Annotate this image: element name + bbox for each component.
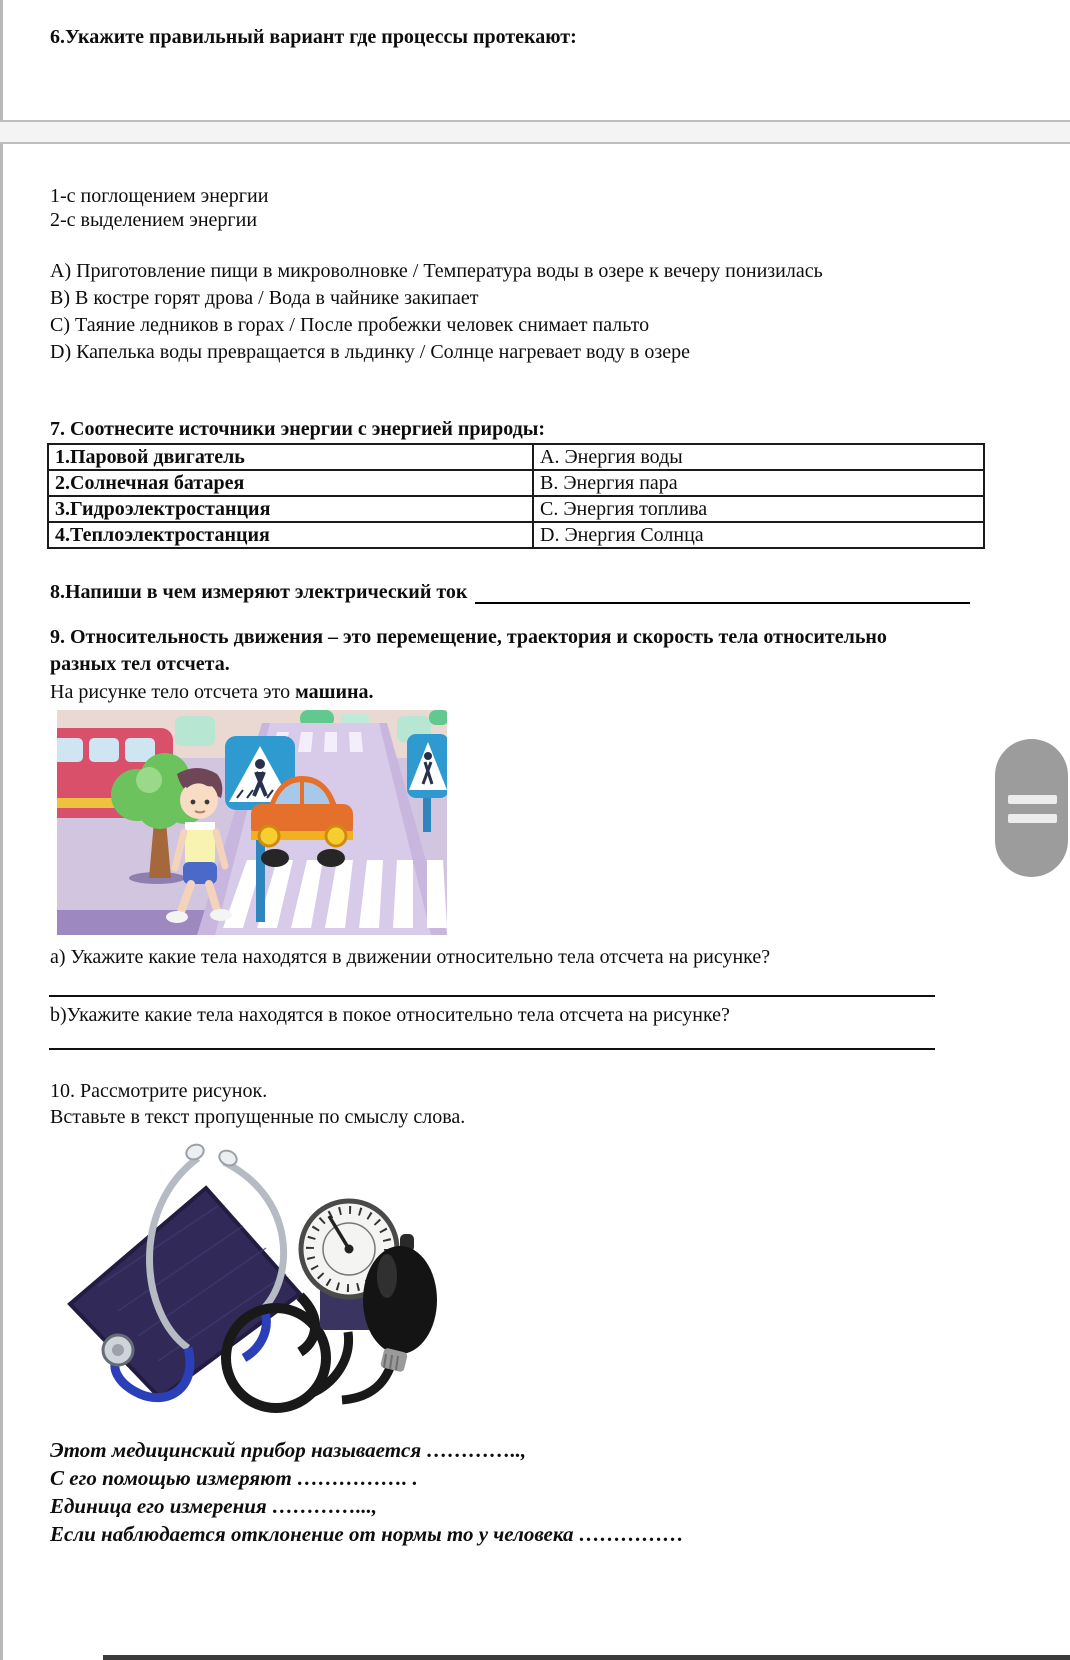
- q7-matching-table: [47, 443, 985, 549]
- table-row: [48, 496, 984, 522]
- page-left-border: [0, 0, 3, 1660]
- page-separator: [0, 120, 1070, 144]
- question-9-line-2: разных тел отсчета.: [50, 653, 230, 675]
- question-9-line-1: 9. Относительность движения – это перемещение, траектория и скорость тела относительно: [50, 626, 887, 648]
- table-cell-energy-a: A. Энергия воды: [533, 444, 984, 470]
- question-9b: b)Укажите какие тела находятся в покое относительно тела отсчета на рисунке?: [50, 1004, 730, 1026]
- table-cell-source-1: 1.Паровой двигатель: [48, 444, 533, 470]
- question-6-heading: 6.Укажите правильный вариант где процессы протекают:: [50, 26, 577, 48]
- crosswalk-illustration: [57, 710, 447, 935]
- bottom-edge-bar: [103, 1655, 1070, 1660]
- q9-reference-body-text: На рисунке тело отсчета это: [50, 681, 296, 703]
- table-cell-source-3: 3.Гидроэлектростанция: [48, 496, 533, 522]
- table-cell-source-2: 2.Солнечная батарея: [48, 470, 533, 496]
- question-8-label: 8.Напиши в чем измеряют электрический ток: [50, 581, 468, 603]
- question-9a: a) Укажите какие тела находятся в движении относительно тела отсчета на рисунке?: [50, 946, 771, 968]
- table-cell-source-4: 4.Теплоэлектростанция: [48, 522, 533, 548]
- q10-fill-in-text: [50, 1436, 684, 1548]
- fill-line-deviation: Если наблюдается отклонение от нормы то у человека ……………: [50, 1522, 684, 1546]
- q8-answer-blank: [475, 580, 970, 604]
- table-cell-energy-b: B. Энергия пара: [533, 470, 984, 496]
- fill-line-device-name: Этот медицинский прибор называется …………..,: [50, 1438, 527, 1462]
- question-8: [50, 580, 970, 604]
- q6-legend: [50, 184, 268, 232]
- q6-option-a: A) Приготовление пищи в микроволновке / Температура воды в озере к вечеру понизилась: [50, 260, 823, 282]
- fill-line-unit: Единица его измерения …………...,: [50, 1494, 377, 1518]
- table-row: [48, 470, 984, 496]
- q6-option-d: D) Капелька воды превращается в льдинку / Солнце нагревает воду в озере: [50, 341, 691, 363]
- q6-option-b: B) В костре горят дрова / Вода в чайнике закипает: [50, 287, 479, 309]
- q9a-answer-line: [49, 995, 935, 997]
- question-10-line-1: 10. Рассмотрите рисунок.: [50, 1080, 268, 1102]
- table-cell-energy-d: D. Энергия Солнца: [533, 522, 984, 548]
- drag-handle-grip-line: [1008, 814, 1057, 823]
- q9-reference-body-bold: машина.: [295, 681, 374, 703]
- q6-options: [50, 258, 823, 366]
- question-9-line-3: [50, 681, 374, 704]
- question-10-line-2: Вставьте в текст пропущенные по смыслу слова.: [50, 1106, 466, 1128]
- fill-line-measures: С его помощью измеряют ……………. .: [50, 1466, 418, 1490]
- q9b-answer-line: [49, 1048, 935, 1050]
- q6-option-c: C) Таяние ледников в горах / После пробежки человек снимает пальто: [50, 314, 650, 336]
- question-7-heading: 7. Соотнесите источники энергии с энергией природы:: [50, 418, 546, 440]
- table-row: [48, 444, 984, 470]
- scroll-drag-handle[interactable]: [995, 739, 1068, 877]
- q6-legend-line-2: 2-с выделением энергии: [50, 209, 258, 231]
- drag-handle-grip-line: [1008, 795, 1057, 804]
- table-cell-energy-c: C. Энергия топлива: [533, 496, 984, 522]
- blood-pressure-monitor-image: [48, 1136, 440, 1414]
- q6-legend-line-1: 1-с поглощением энергии: [50, 185, 269, 207]
- table-row: [48, 522, 984, 548]
